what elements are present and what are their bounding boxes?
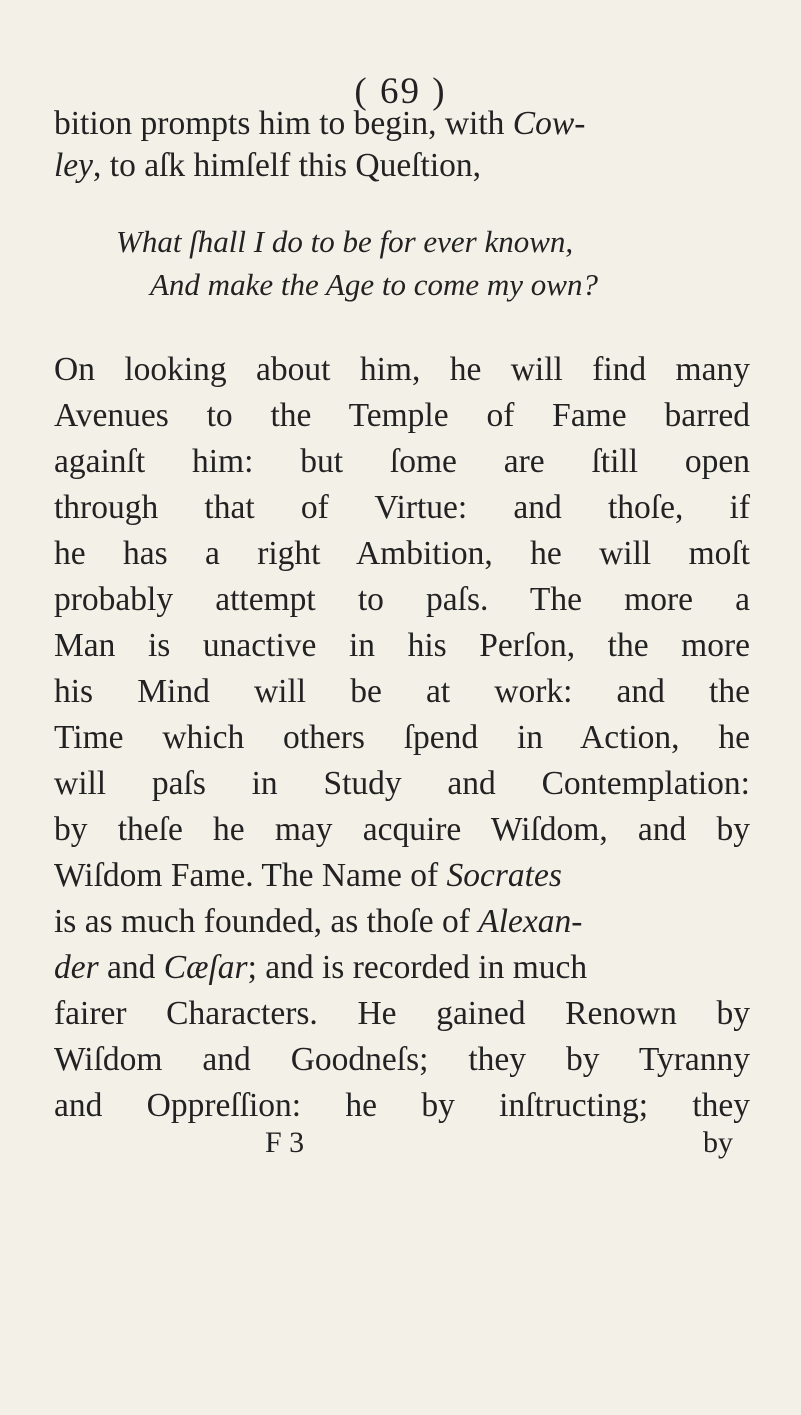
body-line: he has a right Ambition, he will moſt — [54, 535, 750, 572]
text-segment: bition prompts him to begin, with — [54, 105, 513, 142]
body-line: On looking about him, he will find many — [54, 351, 750, 388]
page-number: ( 69 ) — [354, 71, 447, 112]
italic-name: Alexan- — [478, 903, 583, 940]
body-line: Avenues to the Temple of Fame barred — [54, 397, 750, 434]
body-line: will paſs in Study and Contemplation: — [54, 765, 750, 802]
body-line: and Oppreſſion: he by inſtructing; they — [54, 1087, 750, 1124]
body-line-mixed — [54, 948, 750, 988]
body-line: by theſe he may acquire Wiſdom, and by — [54, 811, 750, 848]
catchword: by — [703, 1126, 733, 1159]
text-segment: , to aſk himſelf this Queſtion, — [93, 147, 482, 184]
text-segment: and — [98, 949, 164, 986]
body-line: probably attempt to paſs. The more a — [54, 581, 750, 618]
text-segment: ; and is recorded in much — [247, 949, 588, 986]
body-line: his Mind will be at work: and the — [54, 673, 750, 710]
body-line: Wiſdom and Goodneſs; they by Tyranny — [54, 1041, 750, 1078]
body-line: through that of Virtue: and thoſe, if — [54, 489, 750, 526]
body-line: Man is unactive in his Perſon, the more — [54, 627, 750, 664]
verse-line-2: And make the Age to come my own? — [150, 267, 598, 302]
body-line: againſt him: but ſome are ſtill open — [54, 443, 750, 480]
body-line-mixed — [54, 902, 750, 942]
text-segment: is as much founded, as thoſe of — [54, 903, 479, 940]
signature-mark: F 3 — [265, 1126, 305, 1159]
verse-line-1: What ſhall I do to be for ever known, — [116, 224, 574, 259]
text-line-2 — [54, 146, 750, 186]
italic-name: Cæſar — [163, 949, 248, 986]
italic-name: Socrates — [446, 857, 562, 894]
body-line: Time which others ſpend in Action, he — [54, 719, 750, 756]
italic-name: ley — [54, 147, 94, 184]
italic-name: Cow- — [512, 105, 586, 142]
text-segment: Wiſdom Fame. The Name of — [54, 857, 447, 894]
text-line-1 — [54, 104, 750, 144]
body-line: fairer Characters. He gained Renown by — [54, 995, 750, 1032]
italic-name: der — [54, 949, 99, 986]
body-line-mixed — [54, 856, 750, 896]
